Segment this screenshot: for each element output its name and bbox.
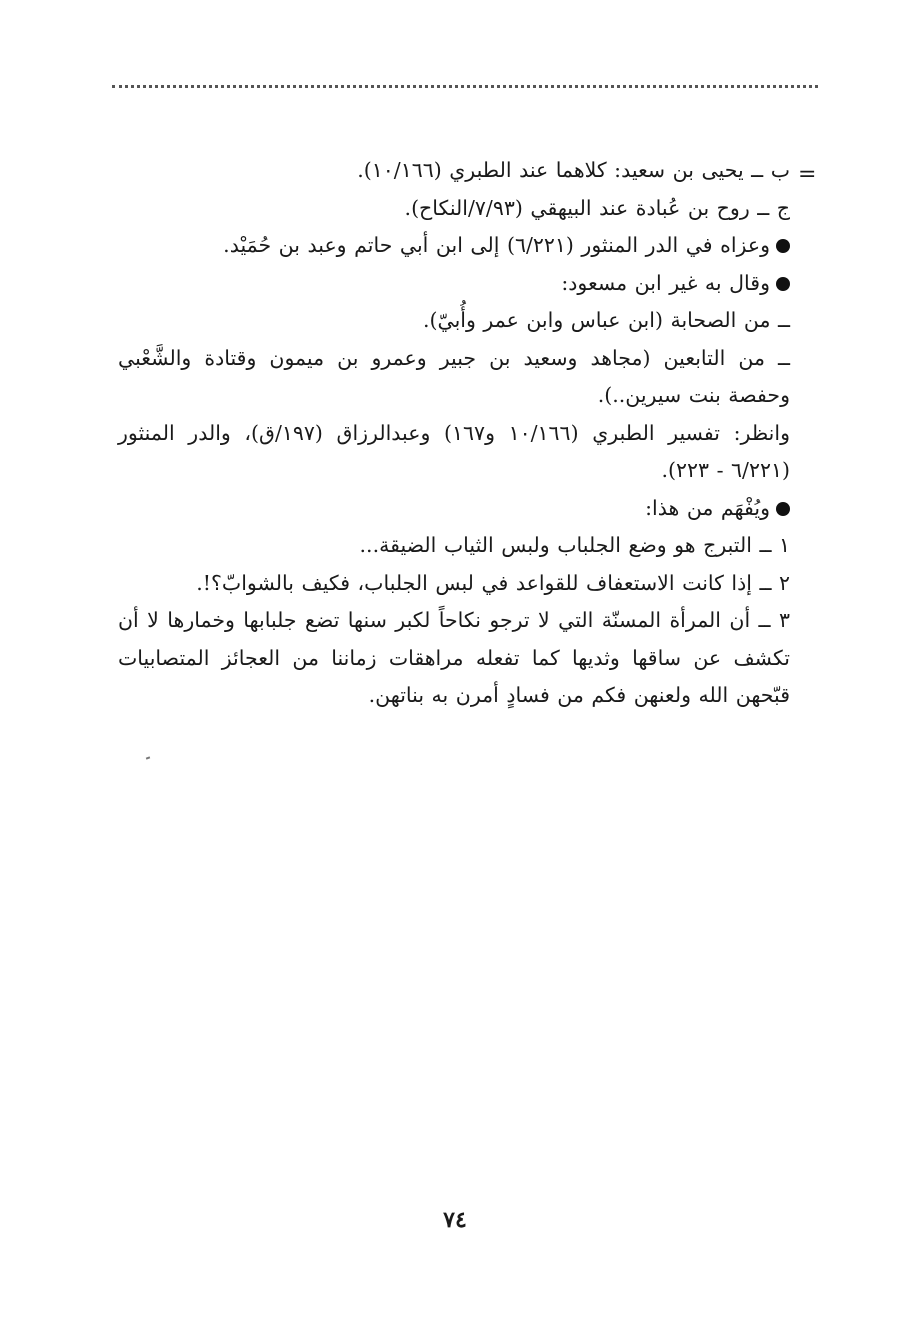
- successors-paragraph-text: ــ من التابعين (مجاهد وسعيد بن جبير وعمرو بن ميمون وقتادة والشَّعْبي وحفصة بنت سيرين..).: [118, 345, 790, 407]
- bullet-icon: [776, 502, 790, 516]
- companions-line-text: ــ من الصحابة (ابن عباس وابن عمر وأُبيّ).: [422, 308, 790, 332]
- understanding-heading: [118, 490, 790, 528]
- others-heading-text: وقال به غير ابن مسعود:: [561, 270, 770, 295]
- narrator-line-yahya-text: ب ــ يحيى بن سعيد: كلاهما عند الطبري (١٠/١٦٦).: [357, 158, 790, 182]
- point-three-text: ٣ ــ أن المرأة المسنّة التي لا ترجو نكاحاً لكبر سنها تضع جلبابها وخمارها لا أن تكشف عن ساقها وثديها كما تفعله مراهقات زماننا من العجائز المتصابيات قبّحهن الله ولعنهن فكم من فسادٍ أمرن به بناتهن.: [118, 608, 790, 707]
- narrator-line-yahya: [118, 152, 790, 190]
- bullet-icon: [776, 239, 790, 253]
- footnote-body: [118, 152, 790, 715]
- successors-paragraph: [118, 340, 790, 415]
- narrator-line-rawh-text: ج ــ روح بن عُبادة عند البيهقي (٧/٩٣/النكاح).: [404, 195, 790, 220]
- scan-speck: [146, 756, 150, 759]
- references-paragraph-text: وانظر: تفسير الطبري (١٠/١٦٦ و١٦٧) وعبدالرزاق (١٩٧/ق)، والدر المنثور (٦/٢٢١ - ٢٢٣).: [118, 420, 790, 482]
- attribution-line-text: وعزاه في الدر المنثور (٦/٢٢١) إلى ابن أبي حاتم وعبد بن حُمَيْد.: [223, 233, 770, 257]
- understanding-heading-text: ويُفْهَم من هذا:: [645, 495, 770, 520]
- point-one: [118, 527, 790, 565]
- point-two-text: ٢ ــ إذا كانت الاستعفاف للقواعد في لبس الجلباب، فكيف بالشوابّ؟!.: [196, 570, 790, 595]
- point-one-text: ١ ــ التبرج هو وضع الجلباب ولبس الثياب الضيقة...: [359, 533, 790, 557]
- page-number: ٧٤: [443, 1207, 467, 1233]
- companions-line: [118, 302, 790, 340]
- attribution-line: [118, 227, 790, 265]
- references-paragraph: [118, 415, 790, 490]
- point-three: [118, 602, 790, 715]
- bullet-icon: [776, 277, 790, 291]
- dotted-separator: [112, 85, 818, 88]
- narrator-line-rawh: [118, 190, 790, 228]
- footnote-continuation-mark: =: [798, 162, 817, 187]
- point-two: [118, 565, 790, 603]
- others-heading: [118, 265, 790, 303]
